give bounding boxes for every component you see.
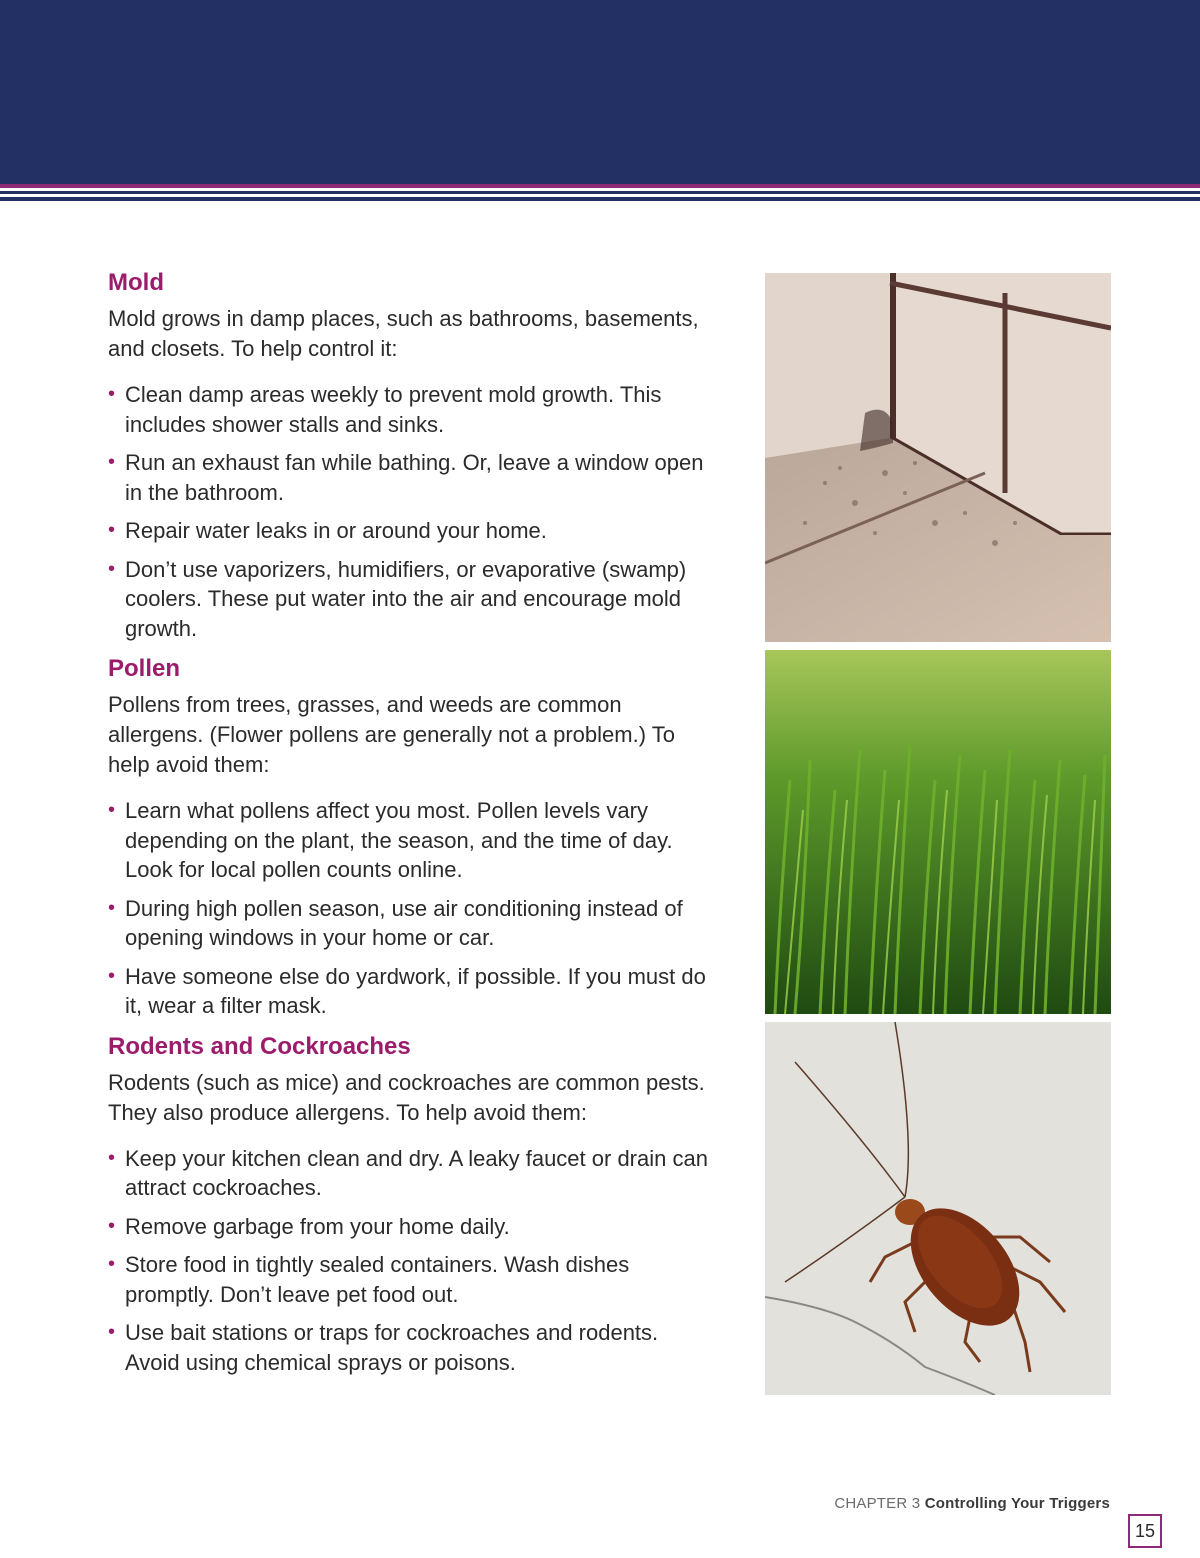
bullet-icon: • — [108, 557, 116, 580]
section-heading: Pollen — [108, 655, 181, 682]
list-item-text: Learn what pollens affect you most. Pollen levels vary depending on the plant, the season, and the time of day. Look for local pollen counts online. — [125, 798, 673, 882]
list-item-text: Use bait stations or traps for cockroaches and rodents. Avoid using chemical sprays or poisons. — [125, 1320, 659, 1375]
mold-section — [108, 266, 708, 643]
bullet-icon: • — [108, 964, 116, 987]
page-number: 15 — [1128, 1514, 1162, 1548]
chapter-title: Controlling Your Triggers — [924, 1495, 1110, 1512]
list-item — [108, 380, 708, 439]
list-item — [108, 894, 708, 953]
list-item — [108, 1212, 708, 1242]
list-item-text: Store food in tightly sealed containers. Wash dishes promptly. Don’t leave pet food out. — [125, 1252, 630, 1307]
list-item — [108, 1318, 708, 1377]
header-stripe-magenta — [0, 184, 1200, 188]
header-stripe-navy — [0, 197, 1200, 201]
rodents-section — [108, 1030, 708, 1378]
bullet-icon: • — [108, 451, 116, 473]
list-item-text: Clean damp areas weekly to prevent mold growth. This includes shower stalls and sinks. — [125, 382, 662, 437]
list-item — [108, 796, 708, 885]
bullet-icon: • — [108, 383, 116, 405]
list-item-text: Remove garbage from your home daily. — [125, 1213, 510, 1239]
list-item — [108, 448, 708, 507]
list-item — [108, 516, 708, 546]
section-intro: Mold grows in damp places, such as bathrooms, basements, and closets. To help control it: — [108, 306, 699, 361]
grass-photo — [765, 650, 1111, 1014]
pollen-section — [108, 652, 708, 1021]
main-content — [108, 266, 708, 1386]
mold-tile-photo — [765, 273, 1111, 642]
bullet-icon: • — [108, 1214, 116, 1237]
bullet-icon: • — [108, 1253, 116, 1275]
bullet-list — [108, 796, 708, 1021]
bullet-icon: • — [108, 1321, 116, 1343]
bullet-icon: • — [108, 799, 116, 821]
bullet-list — [108, 380, 708, 643]
bullet-icon: • — [108, 896, 116, 919]
section-intro: Pollens from trees, grasses, and weeds are common allergens. (Flower pollens are generally not a problem.) To help avoid them: — [108, 692, 675, 777]
list-item-text: Have someone else do yardwork, if possible. If you must do it, wear a filter mask. — [125, 963, 706, 1018]
list-item-text: Run an exhaust fan while bathing. Or, leave a window open in the bathroom. — [125, 450, 704, 505]
bullet-icon: • — [108, 519, 116, 541]
chapter-label: CHAPTER 3 — [834, 1495, 921, 1512]
section-heading: Mold — [108, 269, 164, 296]
list-item-text: Don’t use vaporizers, humidifiers, or evaporative (swamp) coolers. These put water into the air and encourage mold growth. — [125, 556, 687, 641]
bullet-list — [108, 1144, 708, 1378]
list-item — [108, 962, 708, 1021]
list-item-text: During high pollen season, use air conditioning instead of opening windows in your home or car. — [125, 895, 683, 950]
list-item — [108, 555, 708, 644]
section-heading: Rodents and Cockroaches — [108, 1032, 411, 1060]
section-intro: Rodents (such as mice) and cockroaches are common pests. They also produce allergens. To help avoid them: — [108, 1069, 705, 1125]
list-item — [108, 1144, 708, 1203]
list-item — [108, 1250, 708, 1309]
bullet-icon: • — [108, 1146, 116, 1169]
list-item-text: Repair water leaks in or around your home. — [125, 518, 547, 543]
list-item-text: Keep your kitchen clean and dry. A leaky faucet or drain can attract cockroaches. — [125, 1145, 708, 1200]
header-band — [0, 0, 1200, 184]
header-stripe-navy — [0, 191, 1200, 194]
page-footer — [834, 1494, 1110, 1514]
cockroach-photo — [765, 1022, 1111, 1395]
